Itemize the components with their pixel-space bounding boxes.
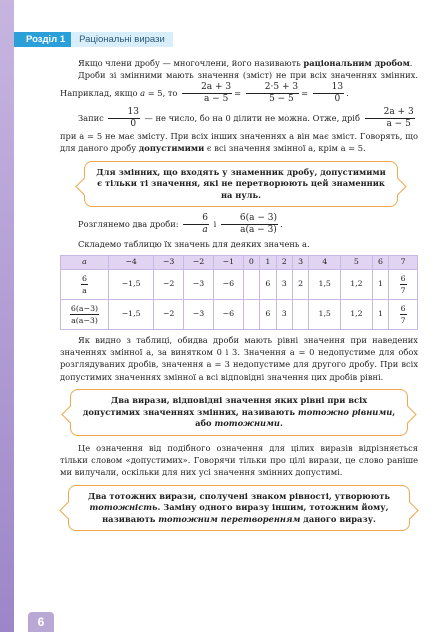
fraction [70, 303, 99, 326]
paragraph-admissible [60, 130, 418, 155]
fraction [108, 107, 139, 130]
text: Два вирази, відповідні значення яких рівні при всіх допустимих значеннях змінних, називають [82, 395, 368, 417]
table-cell: −6 [213, 299, 243, 329]
fraction [182, 82, 232, 105]
left-decor-strip [0, 0, 14, 632]
fraction [400, 303, 407, 326]
paragraph-definition [60, 57, 418, 69]
text: , або [195, 406, 396, 429]
text: . [279, 418, 283, 429]
table-cell: −1,5 [109, 269, 154, 299]
text: . [409, 58, 413, 68]
table-cell: 1 [260, 255, 276, 269]
numerator: 6(a − 3) [221, 213, 278, 225]
section-title: Раціональні вирази [71, 32, 173, 47]
text: Два тотожних вирази, сполучені знаком рівності, утворюють [88, 490, 390, 501]
table-row-label [61, 269, 109, 299]
callout-text [83, 395, 395, 428]
table-cell: 7 [389, 255, 418, 269]
text: при a = 5 не має змісту. При всіх інших значеннях a він має зміст. Говорять, що для даного дробу [60, 130, 418, 154]
page-number: 6 [28, 612, 54, 632]
paragraph-two-fractions [60, 213, 418, 236]
term-admissible: допустимими [138, 143, 205, 154]
denominator: a − 5 [386, 118, 411, 129]
table-cell: 3 [292, 255, 308, 269]
table-cell: −3 [154, 255, 184, 269]
table-cell: 1 [372, 269, 388, 299]
table-cell: 2 [292, 269, 308, 299]
table-cell: 4 [309, 255, 341, 269]
denominator: a − 5 [203, 93, 229, 104]
paragraph-analysis: Як видно з таблиці, обидва дроби мають рівні значення при наведених значеннях змінної a, за винятком 0 і 3. Значення a = 0 недопустиме для обох розглядуваних дробів, значення a = 3 недопустиме для другого дробу. При всіх допустимих значеннях змінної a всі відповідні значення цих дробів рівні. [60, 334, 418, 382]
table-row [61, 255, 418, 269]
term-rational-fraction: раціональним дробом [303, 58, 410, 68]
table-cell: 1,5 [309, 269, 341, 299]
term: тотожність [89, 502, 158, 513]
callout-identity-definition [68, 485, 410, 532]
callout-text [88, 491, 390, 524]
numerator: 6(a−3) [70, 303, 99, 313]
table-cell: 6 [260, 299, 276, 329]
table-cell [292, 299, 308, 329]
table-cell: 6 [372, 255, 388, 269]
paragraph-note [60, 107, 418, 130]
table-row-label [61, 299, 109, 329]
term: тотожним перетворенням [158, 513, 301, 524]
table-cell [243, 269, 259, 299]
denominator: 0 [130, 118, 137, 129]
denominator: a(a − 3) [240, 225, 277, 236]
table-cell [243, 299, 259, 329]
numerator: 6 [183, 213, 209, 225]
term: тотожно рівними [297, 406, 393, 417]
fraction [246, 82, 299, 105]
table-cell: 1,2 [341, 269, 373, 299]
fraction [400, 273, 407, 296]
text: Якщо члени дробу — многочлени, його називають [78, 58, 304, 68]
table-cell: −1 [213, 255, 243, 269]
table-cell: 3 [276, 299, 292, 329]
denominator: a [202, 225, 208, 236]
table-cell [389, 299, 418, 329]
fraction [183, 213, 209, 236]
text: Дроби зі змінними мають значення (зміст) не при всіх значеннях змінних. Наприклад, якщо [60, 70, 418, 98]
fraction [81, 273, 88, 296]
numerator: 6 [400, 303, 406, 313]
callout-rule-admissible [84, 161, 398, 208]
denominator: 0 [334, 93, 341, 104]
term: тотожними [214, 418, 280, 429]
table-cell: 1 [372, 299, 388, 329]
denominator: a [82, 285, 87, 295]
table-cell: −2 [154, 269, 184, 299]
text: . [280, 219, 283, 230]
denominator: 7 [400, 285, 406, 295]
denominator: 7 [400, 315, 406, 325]
text: . [346, 87, 349, 98]
values-table [60, 255, 418, 330]
numerator: 2a + 3 [365, 107, 415, 119]
table-header-var: a [61, 255, 109, 269]
text: . Заміну одного виразу іншим, тотожним йому, називають [102, 502, 389, 524]
text: Запис [78, 112, 104, 123]
eq: = [301, 87, 309, 98]
var: a [140, 87, 146, 98]
paragraph-example [60, 69, 418, 104]
table-cell: 2 [276, 255, 292, 269]
denominator: 5 − 5 [269, 93, 294, 104]
table-cell: −4 [109, 255, 154, 269]
paragraph-table-intro: Складемо таблицю їх значень для деяких значень a. [78, 239, 310, 250]
text: = 5, то [145, 87, 178, 98]
fraction [365, 107, 415, 130]
numerator: 6 [82, 273, 87, 283]
table-cell: −2 [184, 255, 214, 269]
table-cell: −3 [184, 269, 214, 299]
numerator: 6 [400, 273, 406, 283]
eq: = [234, 87, 242, 98]
table-cell: 6 [260, 269, 276, 299]
fraction [221, 213, 278, 236]
table-cell: −2 [154, 299, 184, 329]
numerator: 2·5 + 3 [246, 82, 299, 94]
numerator: 13 [313, 82, 344, 94]
callout-text: Для змінних, що входять у знаменник дробу, допустимими є тільки ті значення, які не перетворюють цей знаменник на нуль. [96, 166, 386, 200]
table-cell: 0 [243, 255, 259, 269]
numerator: 13 [108, 107, 139, 119]
paragraph-remark: Це означення від подібного означення для цілих виразів відрізняється тільки словом «допустимих». Говорячи тільки про цілі вирази, це слово раніше ми вилучали, оскільки для них усі значення змінних допустимі. [60, 442, 418, 478]
page-content [60, 57, 418, 537]
table-cell: 3 [276, 269, 292, 299]
table-cell: −6 [213, 269, 243, 299]
table-cell: 1,5 [309, 299, 341, 329]
text: і [213, 219, 217, 230]
callout-identical-definition [70, 389, 408, 436]
text: даного виразу. [300, 513, 376, 524]
table-cell: −1,5 [109, 299, 154, 329]
text: — не число, бо на 0 ділити не можна. Отже, дріб [141, 112, 360, 123]
denominator: a(a−3) [71, 315, 98, 325]
table-cell: −3 [184, 299, 214, 329]
text: Розглянемо два дроби: [78, 219, 179, 230]
table-cell: 1,2 [341, 299, 373, 329]
section-header [14, 32, 173, 47]
section-badge: Розділ 1 [14, 32, 71, 47]
table-cell [389, 269, 418, 299]
text: є всі значення змінної a, крім a = 5. [204, 143, 366, 154]
table-cell: 5 [341, 255, 373, 269]
fraction [313, 82, 344, 105]
numerator: 2a + 3 [182, 82, 232, 94]
table-row [61, 269, 418, 299]
table-row [61, 299, 418, 329]
